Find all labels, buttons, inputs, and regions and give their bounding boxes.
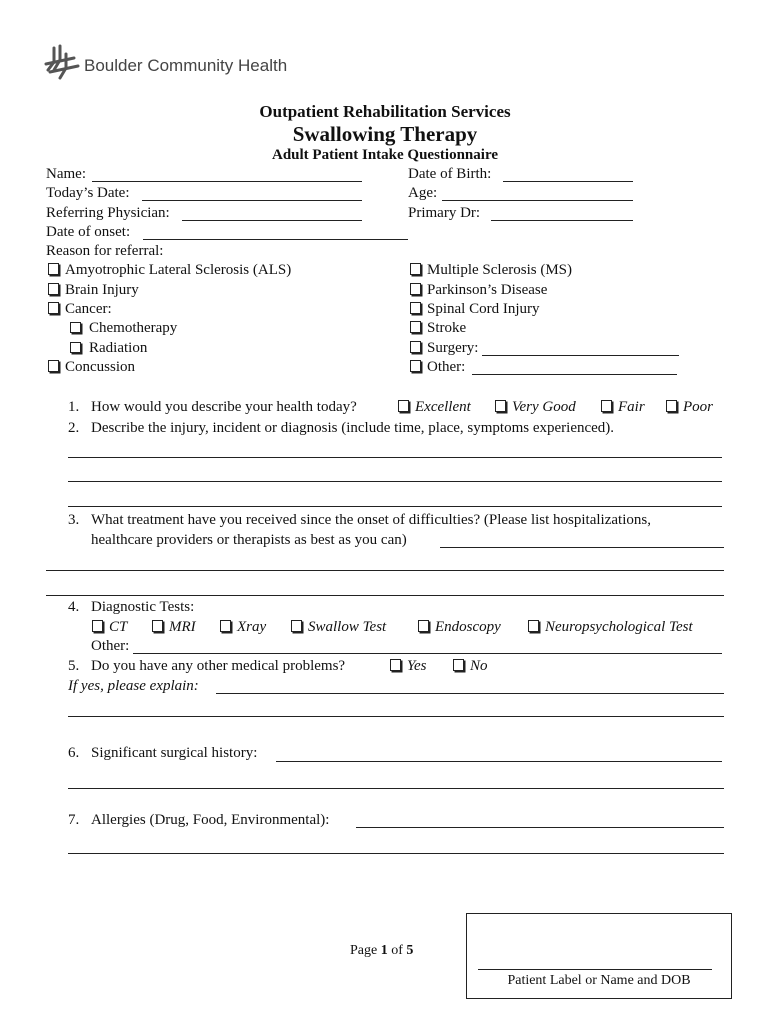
q5-explain-field[interactable] xyxy=(68,716,724,717)
q6-answer-line[interactable] xyxy=(276,761,722,762)
option-label: Excellent xyxy=(415,399,471,415)
date-of-birth-field[interactable] xyxy=(503,181,633,182)
q3-text-line1: What treatment have you received since the onset of difficulties? (Please list hospitalizations, xyxy=(91,512,651,528)
checkbox-icon xyxy=(410,321,421,333)
logo xyxy=(44,44,80,89)
checkbox-brain-injury[interactable] xyxy=(48,282,139,299)
checkbox-cancer[interactable] xyxy=(48,301,112,318)
option-label: MRI xyxy=(169,619,196,635)
checkbox-other[interactable] xyxy=(410,359,465,376)
checkbox-icon xyxy=(291,620,302,632)
q7-text: Allergies (Drug, Food, Environmental): xyxy=(91,812,330,828)
other-field[interactable] xyxy=(472,374,677,375)
checkbox-spinal-cord[interactable] xyxy=(410,301,540,318)
todays-date-field[interactable] xyxy=(142,200,362,201)
q1-option-excellent[interactable] xyxy=(398,399,471,416)
option-label: Cancer: xyxy=(65,301,112,317)
date-of-onset-field[interactable] xyxy=(143,239,408,240)
checkbox-icon xyxy=(152,620,163,632)
checkbox-icon xyxy=(410,341,421,353)
option-label: Yes xyxy=(407,658,427,674)
option-label: Parkinson’s Disease xyxy=(427,282,548,298)
option-label: Stroke xyxy=(427,320,467,336)
org-name: Boulder Community Health xyxy=(84,56,288,75)
page-number xyxy=(350,943,413,959)
checkbox-ms[interactable] xyxy=(410,262,572,279)
option-label: Poor xyxy=(683,399,713,415)
option-label: Radiation xyxy=(89,340,148,356)
q2-answer-line[interactable] xyxy=(68,457,722,458)
form-subtitle: Adult Patient Intake Questionnaire xyxy=(272,147,498,163)
q5-explain-field[interactable] xyxy=(216,693,724,694)
form-title: Swallowing Therapy xyxy=(292,122,478,146)
q5-option-no[interactable] xyxy=(453,658,488,675)
q3-answer-line[interactable] xyxy=(46,595,724,596)
page-current: 1 xyxy=(380,943,388,958)
q4-option-neuropsychological-test[interactable] xyxy=(528,619,693,636)
checkbox-stroke[interactable] xyxy=(410,320,466,337)
checkbox-als[interactable] xyxy=(48,262,291,279)
option-label: Spinal Cord Injury xyxy=(427,301,540,317)
checkbox-icon xyxy=(410,302,421,314)
name-label: Name: xyxy=(46,166,86,182)
checkbox-icon xyxy=(666,400,677,412)
department-heading: Outpatient Rehabilitation Services xyxy=(259,102,511,121)
q6-number: 6. xyxy=(68,745,80,761)
q1-option-fair[interactable] xyxy=(601,399,645,416)
page-total: 5 xyxy=(406,943,414,958)
logo-icon xyxy=(44,44,80,84)
checkbox-parkinsons[interactable] xyxy=(410,282,547,299)
option-label: Other: xyxy=(427,359,466,375)
q4-other-label: Other: xyxy=(91,638,130,654)
q3-answer-line[interactable] xyxy=(440,547,724,548)
q7-answer-line[interactable] xyxy=(68,853,724,854)
q3-number: 3. xyxy=(68,512,80,528)
q3-answer-line[interactable] xyxy=(46,570,724,571)
q4-option-endoscopy[interactable] xyxy=(418,619,501,636)
option-label: Amyotrophic Lateral Sclerosis (ALS) xyxy=(65,262,292,278)
option-label: Xray xyxy=(237,619,267,635)
q6-answer-line[interactable] xyxy=(68,788,724,789)
checkbox-icon xyxy=(48,302,59,314)
age-label: Age: xyxy=(408,185,438,201)
q4-text: Diagnostic Tests: xyxy=(91,599,195,615)
option-label: No xyxy=(470,658,488,674)
primary-dr-field[interactable] xyxy=(491,220,633,221)
q3-text-line2: healthcare providers or therapists as best as you can) xyxy=(91,532,407,548)
q4-option-mri[interactable] xyxy=(152,619,196,636)
q7-number: 7. xyxy=(68,812,80,828)
checkbox-icon xyxy=(48,283,59,295)
age-field[interactable] xyxy=(442,200,633,201)
primary-dr-label: Primary Dr: xyxy=(408,205,481,221)
checkbox-icon xyxy=(390,659,401,671)
date-of-birth-label: Date of Birth: xyxy=(408,166,492,182)
q1-text: How would you describe your health today? xyxy=(91,399,357,415)
option-label: Neuropsychological Test xyxy=(545,619,693,635)
option-label: Fair xyxy=(618,399,645,415)
option-label: Swallow Test xyxy=(308,619,387,635)
surgery-field[interactable] xyxy=(482,355,679,356)
option-label: Very Good xyxy=(512,399,576,415)
checkbox-chemotherapy[interactable] xyxy=(70,320,177,337)
checkbox-icon xyxy=(410,360,421,372)
date-of-onset-label: Date of onset: xyxy=(46,224,131,240)
q4-other-field[interactable] xyxy=(133,653,722,654)
checkbox-icon xyxy=(453,659,464,671)
q4-option-xray[interactable] xyxy=(220,619,266,636)
checkbox-icon xyxy=(418,620,429,632)
checkbox-radiation[interactable] xyxy=(70,340,147,357)
checkbox-icon xyxy=(70,342,81,353)
q4-option-swallow-test[interactable] xyxy=(291,619,386,636)
q2-number: 2. xyxy=(68,420,80,436)
page-prefix: Page xyxy=(350,943,378,958)
checkbox-icon xyxy=(410,263,421,275)
reason-for-referral-label: Reason for referral: xyxy=(46,243,164,259)
q2-answer-line[interactable] xyxy=(68,481,722,482)
q7-answer-line[interactable] xyxy=(356,827,724,828)
checkbox-icon xyxy=(70,322,81,333)
option-label: CT xyxy=(109,619,128,635)
q5-number: 5. xyxy=(68,658,80,674)
checkbox-icon xyxy=(410,283,421,295)
option-label: Multiple Sclerosis (MS) xyxy=(427,262,572,278)
checkbox-icon xyxy=(528,620,539,632)
q4-option-ct[interactable] xyxy=(92,619,127,636)
q5-explain-label: If yes, please explain: xyxy=(68,678,199,694)
q1-option-poor[interactable] xyxy=(666,399,713,416)
patient-label-line xyxy=(478,969,712,970)
todays-date-label: Today’s Date: xyxy=(46,185,130,201)
option-label: Endoscopy xyxy=(435,619,501,635)
checkbox-icon xyxy=(495,400,506,412)
option-label: Concussion xyxy=(65,359,136,375)
q6-text: Significant surgical history: xyxy=(91,745,258,761)
page-of: of xyxy=(391,943,403,958)
checkbox-icon xyxy=(48,263,59,275)
referring-physician-label: Referring Physician: xyxy=(46,205,170,221)
name-field[interactable] xyxy=(92,181,362,182)
checkbox-icon xyxy=(92,620,103,632)
q2-text: Describe the injury, incident or diagnosis (include time, place, symptoms experienced). xyxy=(91,420,615,436)
q1-number: 1. xyxy=(68,399,80,415)
q2-answer-line[interactable] xyxy=(68,506,722,507)
option-label: Chemotherapy xyxy=(89,320,178,336)
option-label: Brain Injury xyxy=(65,282,139,298)
referring-physician-field[interactable] xyxy=(182,220,362,221)
checkbox-icon xyxy=(601,400,612,412)
checkbox-icon xyxy=(48,360,59,372)
option-label: Surgery: xyxy=(427,340,479,356)
q1-option-very-good[interactable] xyxy=(495,399,576,416)
q5-text: Do you have any other medical problems? xyxy=(91,658,346,674)
checkbox-icon xyxy=(398,400,409,412)
checkbox-surgery[interactable] xyxy=(410,340,478,357)
q4-number: 4. xyxy=(68,599,80,615)
patient-label-caption: Patient Label or Name and DOB xyxy=(507,973,691,988)
checkbox-concussion[interactable] xyxy=(48,359,135,376)
checkbox-icon xyxy=(220,620,231,632)
q5-option-yes[interactable] xyxy=(390,658,426,675)
